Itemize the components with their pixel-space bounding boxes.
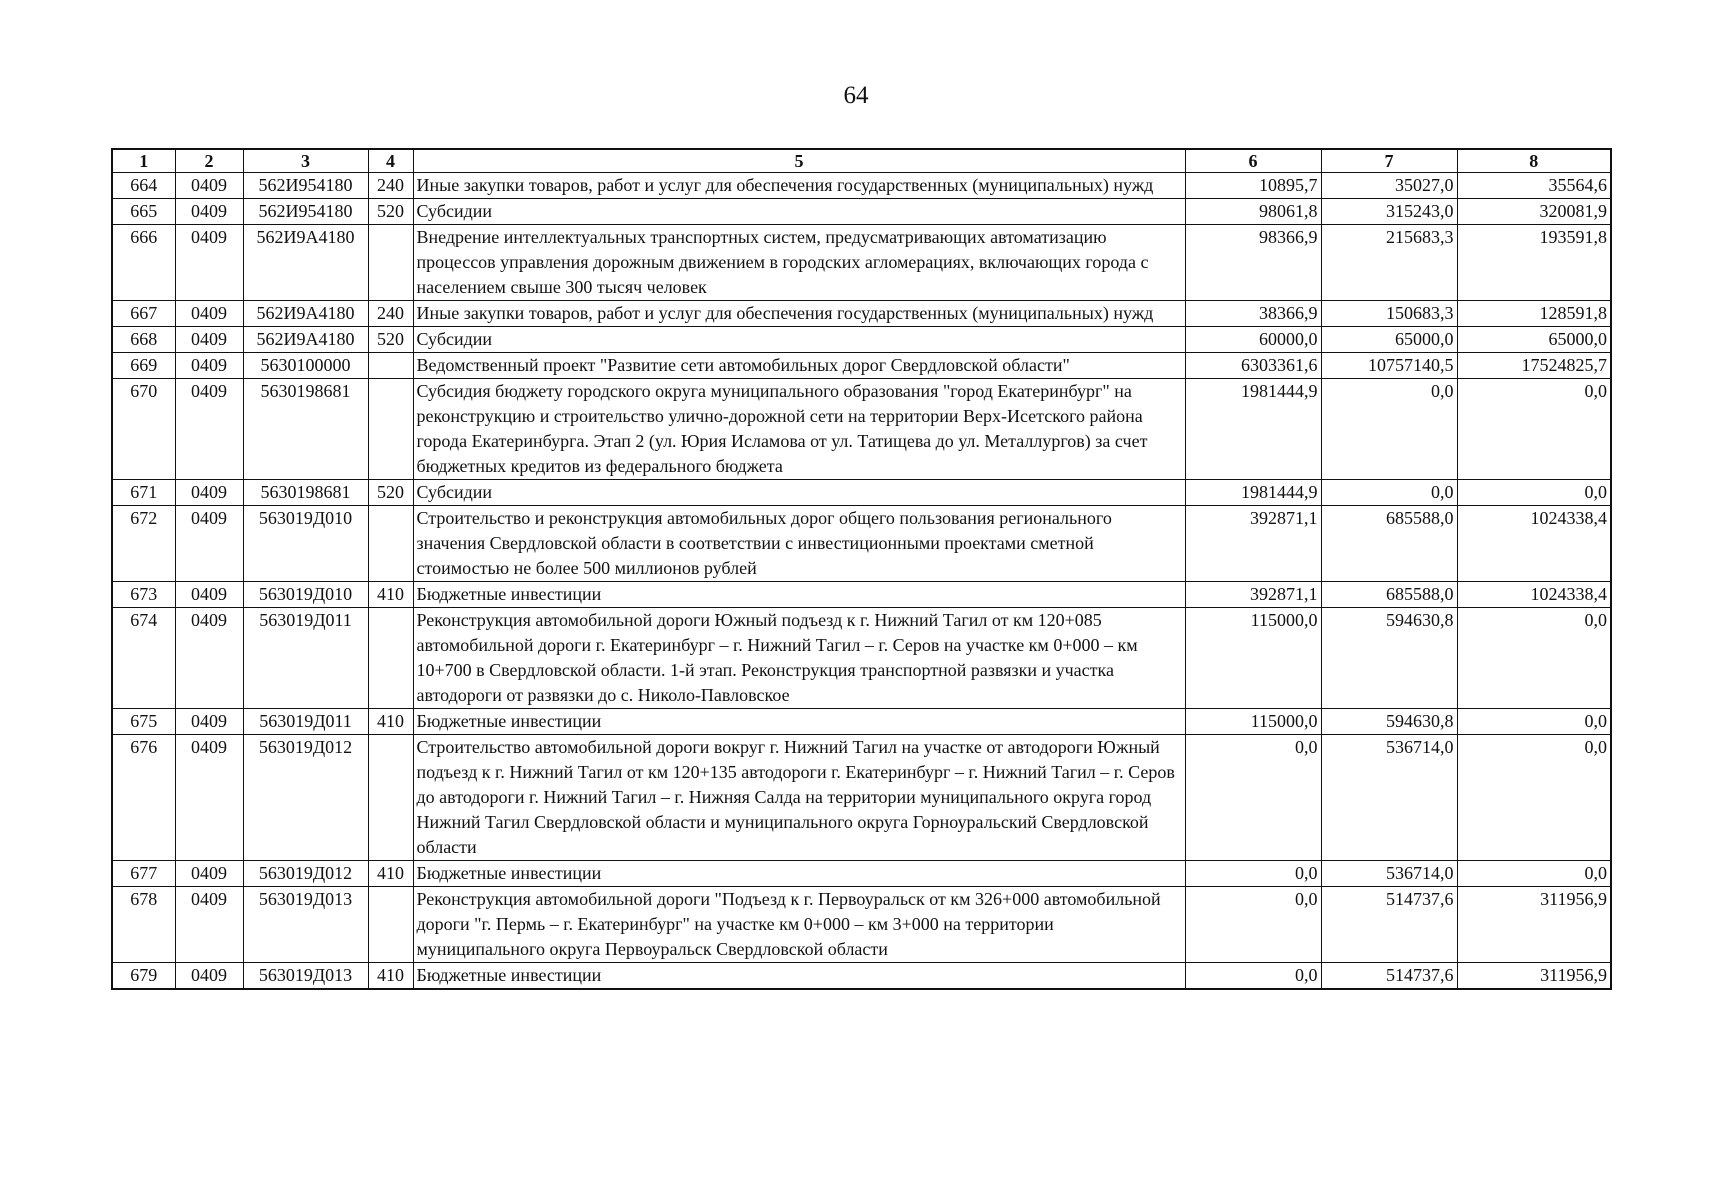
table-row xyxy=(112,887,1611,963)
expense-type-cell: 240 xyxy=(368,173,413,199)
row-number-cell: 670 xyxy=(112,379,175,480)
row-number-cell: 666 xyxy=(112,225,175,301)
table-row xyxy=(112,353,1611,379)
section-code-cell: 0409 xyxy=(175,709,243,735)
target-code-cell: 563019Д011 xyxy=(243,709,368,735)
description-cell: Субсидии xyxy=(413,480,1185,506)
section-code-cell: 0409 xyxy=(175,608,243,709)
description-cell: Иные закупки товаров, работ и услуг для обеспечения государственных (муниципальных) нужд xyxy=(413,301,1185,327)
amount-col7-cell: 65000,0 xyxy=(1321,327,1457,353)
table-row xyxy=(112,861,1611,887)
table-row xyxy=(112,379,1611,480)
amount-col7-cell: 536714,0 xyxy=(1321,861,1457,887)
row-number-cell: 677 xyxy=(112,861,175,887)
amount-col6-cell: 1981444,9 xyxy=(1185,379,1321,480)
header-cell: 5 xyxy=(413,149,1185,173)
page-number: 64 xyxy=(843,82,869,109)
table-row xyxy=(112,582,1611,608)
row-number-cell: 678 xyxy=(112,887,175,963)
section-code-cell: 0409 xyxy=(175,963,243,990)
row-number-cell: 679 xyxy=(112,963,175,990)
amount-col6-cell: 98061,8 xyxy=(1185,199,1321,225)
expense-type-cell xyxy=(368,353,413,379)
amount-col8-cell: 0,0 xyxy=(1457,861,1611,887)
row-number-cell: 673 xyxy=(112,582,175,608)
description-cell: Ведомственный проект "Развитие сети автомобильных дорог Свердловской области" xyxy=(413,353,1185,379)
section-code-cell: 0409 xyxy=(175,735,243,861)
section-code-cell: 0409 xyxy=(175,861,243,887)
amount-col8-cell: 311956,9 xyxy=(1457,963,1611,990)
row-number-cell: 672 xyxy=(112,506,175,582)
amount-col6-cell: 0,0 xyxy=(1185,963,1321,990)
amount-col8-cell: 0,0 xyxy=(1457,709,1611,735)
expense-type-cell xyxy=(368,506,413,582)
amount-col6-cell: 392871,1 xyxy=(1185,506,1321,582)
table-body xyxy=(112,173,1611,990)
description-cell: Бюджетные инвестиции xyxy=(413,709,1185,735)
amount-col7-cell: 594630,8 xyxy=(1321,608,1457,709)
budget-table xyxy=(111,148,1612,990)
amount-col8-cell: 1024338,4 xyxy=(1457,582,1611,608)
table-row xyxy=(112,199,1611,225)
amount-col7-cell: 315243,0 xyxy=(1321,199,1457,225)
amount-col6-cell: 0,0 xyxy=(1185,861,1321,887)
section-code-cell: 0409 xyxy=(175,582,243,608)
header-cell: 3 xyxy=(243,149,368,173)
row-number-cell: 676 xyxy=(112,735,175,861)
expense-type-cell: 240 xyxy=(368,301,413,327)
amount-col6-cell: 115000,0 xyxy=(1185,709,1321,735)
amount-col7-cell: 0,0 xyxy=(1321,379,1457,480)
description-cell: Строительство автомобильной дороги вокруг г. Нижний Тагил на участке от автодороги Южный подъезд к г. Нижний Тагил от км 120+135 автодороги г. Екатеринбург – г. Нижний Тагил – г. Серов до автодороги г. Нижний Тагил – г. Нижняя Салда на территории муниципального округа город Нижний Тагил Свердловской области и муниципального округа Горноуральский Свердловской области xyxy=(413,735,1185,861)
expense-type-cell: 520 xyxy=(368,480,413,506)
table-row xyxy=(112,963,1611,990)
section-code-cell: 0409 xyxy=(175,379,243,480)
expense-type-cell: 410 xyxy=(368,861,413,887)
table-row xyxy=(112,735,1611,861)
amount-col7-cell: 514737,6 xyxy=(1321,887,1457,963)
target-code-cell: 562И954180 xyxy=(243,199,368,225)
amount-col6-cell: 1981444,9 xyxy=(1185,480,1321,506)
table-row xyxy=(112,709,1611,735)
target-code-cell: 563019Д013 xyxy=(243,887,368,963)
amount-col8-cell: 193591,8 xyxy=(1457,225,1611,301)
header-cell: 8 xyxy=(1457,149,1611,173)
amount-col6-cell: 60000,0 xyxy=(1185,327,1321,353)
row-number-cell: 671 xyxy=(112,480,175,506)
expense-type-cell xyxy=(368,608,413,709)
table-row xyxy=(112,506,1611,582)
section-code-cell: 0409 xyxy=(175,887,243,963)
row-number-cell: 664 xyxy=(112,173,175,199)
target-code-cell: 5630198681 xyxy=(243,480,368,506)
target-code-cell: 563019Д011 xyxy=(243,608,368,709)
amount-col8-cell: 35564,6 xyxy=(1457,173,1611,199)
section-code-cell: 0409 xyxy=(175,480,243,506)
target-code-cell: 562И954180 xyxy=(243,173,368,199)
row-number-cell: 665 xyxy=(112,199,175,225)
section-code-cell: 0409 xyxy=(175,225,243,301)
description-cell: Субсидии xyxy=(413,199,1185,225)
description-cell: Бюджетные инвестиции xyxy=(413,582,1185,608)
target-code-cell: 563019Д012 xyxy=(243,735,368,861)
amount-col8-cell: 0,0 xyxy=(1457,480,1611,506)
description-cell: Иные закупки товаров, работ и услуг для обеспечения государственных (муниципальных) нужд xyxy=(413,173,1185,199)
table-row xyxy=(112,608,1611,709)
amount-col8-cell: 320081,9 xyxy=(1457,199,1611,225)
amount-col6-cell: 0,0 xyxy=(1185,735,1321,861)
expense-type-cell: 410 xyxy=(368,582,413,608)
target-code-cell: 563019Д013 xyxy=(243,963,368,990)
header-cell: 6 xyxy=(1185,149,1321,173)
amount-col8-cell: 0,0 xyxy=(1457,735,1611,861)
section-code-cell: 0409 xyxy=(175,301,243,327)
amount-col7-cell: 685588,0 xyxy=(1321,506,1457,582)
amount-col8-cell: 311956,9 xyxy=(1457,887,1611,963)
amount-col8-cell: 128591,8 xyxy=(1457,301,1611,327)
amount-col7-cell: 514737,6 xyxy=(1321,963,1457,990)
target-code-cell: 563019Д012 xyxy=(243,861,368,887)
expense-type-cell xyxy=(368,225,413,301)
expense-type-cell: 410 xyxy=(368,709,413,735)
row-number-cell: 675 xyxy=(112,709,175,735)
header-cell: 2 xyxy=(175,149,243,173)
target-code-cell: 562И9А4180 xyxy=(243,225,368,301)
amount-col8-cell: 17524825,7 xyxy=(1457,353,1611,379)
section-code-cell: 0409 xyxy=(175,327,243,353)
amount-col6-cell: 38366,9 xyxy=(1185,301,1321,327)
row-number-cell: 674 xyxy=(112,608,175,709)
header-row xyxy=(112,149,1611,173)
target-code-cell: 5630198681 xyxy=(243,379,368,480)
description-cell: Реконструкция автомобильной дороги Южный подъезд к г. Нижний Тагил от км 120+085 автомобильной дороги г. Екатеринбург – г. Нижний Тагил – г. Серов на участке км 0+000 – км 10+700 в Свердловской области. 1-й этап. Реконструкция транспортной развязки и участка автодороги от развязки до с. Николо-Павловское xyxy=(413,608,1185,709)
description-cell: Внедрение интеллектуальных транспортных систем, предусматривающих автоматизацию процессов управления дорожным движением в городских агломерациях, включающих города с населением свыше 300 тысяч человек xyxy=(413,225,1185,301)
amount-col7-cell: 536714,0 xyxy=(1321,735,1457,861)
expense-type-cell xyxy=(368,735,413,861)
table-row xyxy=(112,301,1611,327)
section-code-cell: 0409 xyxy=(175,173,243,199)
section-code-cell: 0409 xyxy=(175,353,243,379)
header-cell: 7 xyxy=(1321,149,1457,173)
expense-type-cell: 410 xyxy=(368,963,413,990)
expense-type-cell xyxy=(368,887,413,963)
target-code-cell: 562И9А4180 xyxy=(243,327,368,353)
amount-col7-cell: 35027,0 xyxy=(1321,173,1457,199)
amount-col7-cell: 150683,3 xyxy=(1321,301,1457,327)
description-cell: Бюджетные инвестиции xyxy=(413,861,1185,887)
row-number-cell: 669 xyxy=(112,353,175,379)
amount-col7-cell: 215683,3 xyxy=(1321,225,1457,301)
amount-col6-cell: 6303361,6 xyxy=(1185,353,1321,379)
table-row xyxy=(112,327,1611,353)
amount-col7-cell: 0,0 xyxy=(1321,480,1457,506)
amount-col7-cell: 594630,8 xyxy=(1321,709,1457,735)
amount-col6-cell: 0,0 xyxy=(1185,887,1321,963)
section-code-cell: 0409 xyxy=(175,199,243,225)
target-code-cell: 563019Д010 xyxy=(243,582,368,608)
target-code-cell: 562И9А4180 xyxy=(243,301,368,327)
description-cell: Строительство и реконструкция автомобильных дорог общего пользования регионального значения Свердловской области в соответствии с инвестиционными проектами сметной стоимостью не более 500 миллионов рублей xyxy=(413,506,1185,582)
expense-type-cell: 520 xyxy=(368,327,413,353)
header-cell: 1 xyxy=(112,149,175,173)
row-number-cell: 667 xyxy=(112,301,175,327)
description-cell: Субсидии xyxy=(413,327,1185,353)
expense-type-cell: 520 xyxy=(368,199,413,225)
description-cell: Реконструкция автомобильной дороги "Подъезд к г. Первоуральск от км 326+000 автомобильной дороги "г. Пермь – г. Екатеринбург" на участке км 0+000 – км 3+000 на территории муниципального округа Первоуральск Свердловской области xyxy=(413,887,1185,963)
row-number-cell: 668 xyxy=(112,327,175,353)
description-cell: Бюджетные инвестиции xyxy=(413,963,1185,990)
target-code-cell: 5630100000 xyxy=(243,353,368,379)
amount-col7-cell: 685588,0 xyxy=(1321,582,1457,608)
header-cell: 4 xyxy=(368,149,413,173)
target-code-cell: 563019Д010 xyxy=(243,506,368,582)
table-row xyxy=(112,480,1611,506)
amount-col8-cell: 0,0 xyxy=(1457,379,1611,480)
amount-col6-cell: 10895,7 xyxy=(1185,173,1321,199)
amount-col6-cell: 392871,1 xyxy=(1185,582,1321,608)
amount-col7-cell: 10757140,5 xyxy=(1321,353,1457,379)
section-code-cell: 0409 xyxy=(175,506,243,582)
table-row xyxy=(112,225,1611,301)
table-row xyxy=(112,173,1611,199)
amount-col6-cell: 115000,0 xyxy=(1185,608,1321,709)
amount-col8-cell: 65000,0 xyxy=(1457,327,1611,353)
amount-col6-cell: 98366,9 xyxy=(1185,225,1321,301)
expense-type-cell xyxy=(368,379,413,480)
amount-col8-cell: 1024338,4 xyxy=(1457,506,1611,582)
description-cell: Субсидия бюджету городского округа муниципального образования "город Екатеринбург" на реконструкцию и строительство улично-дорожной сети на территории Верх-Исетского района города Екатеринбурга. Этап 2 (ул. Юрия Исламова от ул. Татищева до ул. Металлургов) за счет бюджетных кредитов из федерального бюджета xyxy=(413,379,1185,480)
amount-col8-cell: 0,0 xyxy=(1457,608,1611,709)
